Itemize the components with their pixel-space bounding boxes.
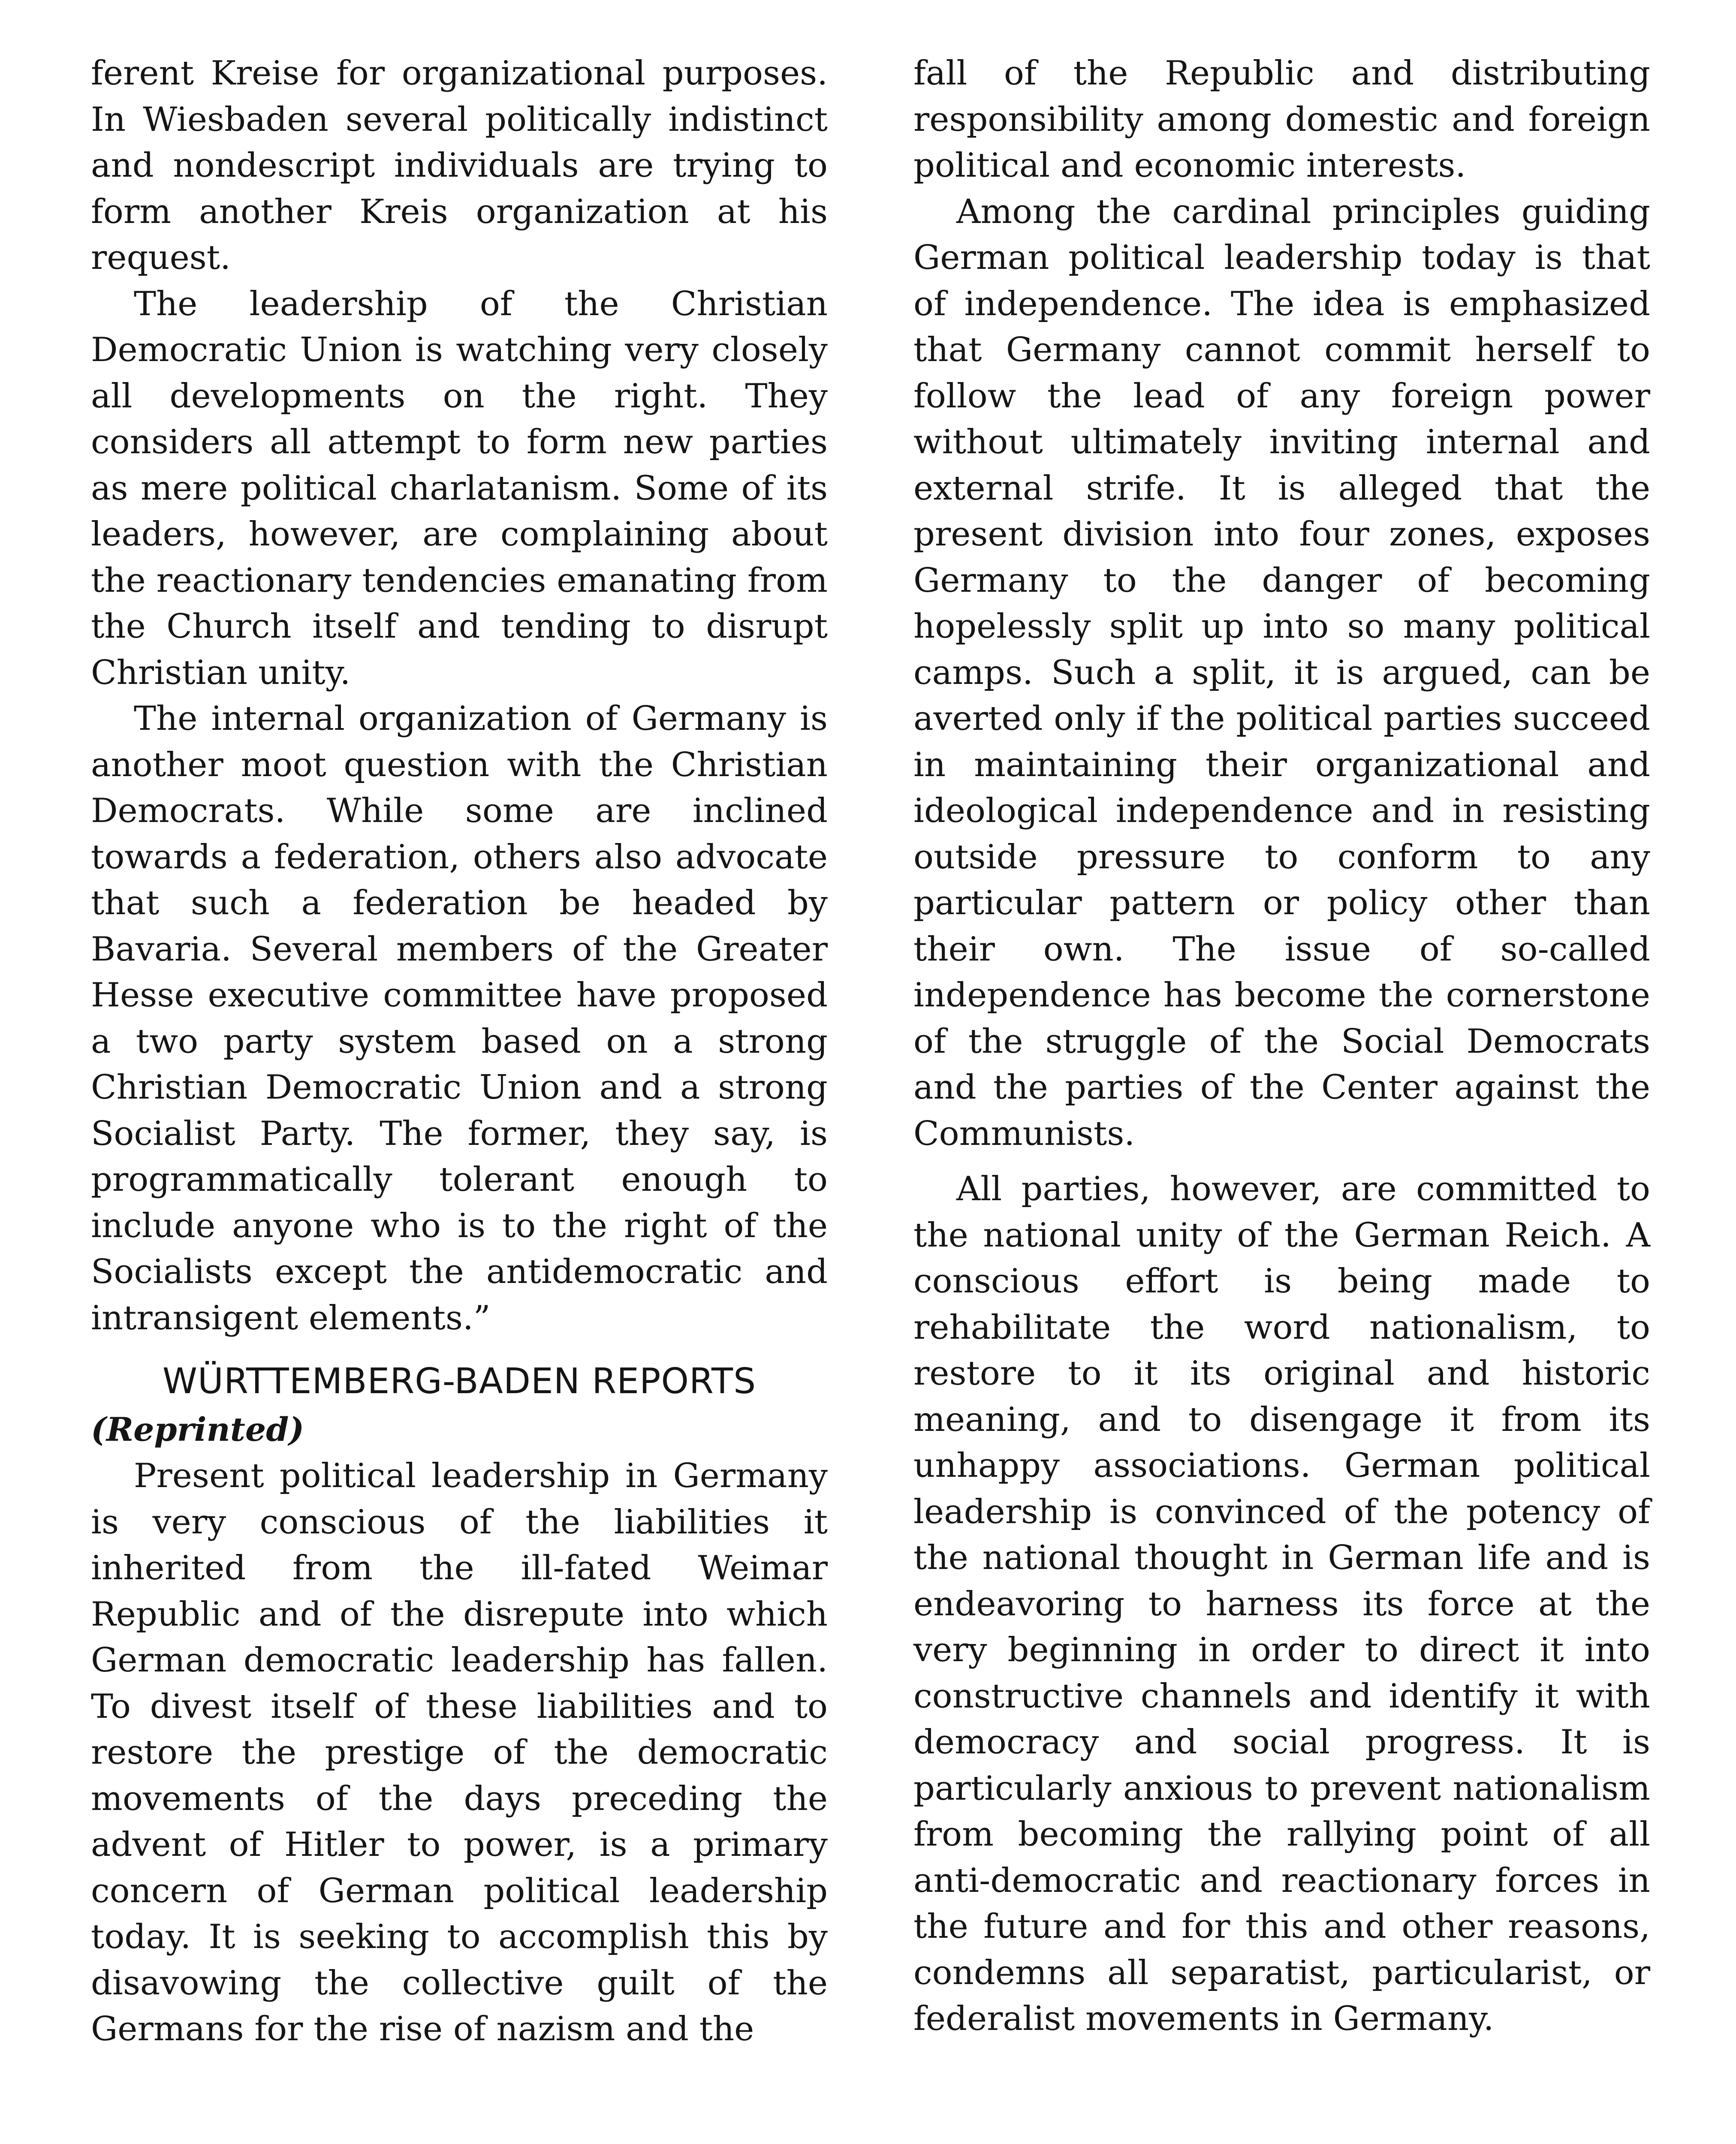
present-leadership-paragraph: Present political leadership in Germany is very conscious of the liabilities it inherited from the ill-fated Weimar Republic and of the disrepute into which German democratic leadership has fallen. To divest itself of these liabilities and to restore the prestige of the democratic movements of the days preceding the advent of Hitler to power, is a primary concern of German political leadership today. It is seeking to accomplish this by disavowing the collective guilt of the Germans for the rise of nazism and the	[91, 1457, 828, 2048]
continued-paragraph: ferent Kreise for organizational purposes. In Wiesbaden several politically indistinct and nondescript individuals are trying to form another Kreis organization at his request.	[91, 54, 828, 277]
section-heading: WÜRTTEMBERG-BADEN REPORTS	[162, 1361, 756, 1402]
continued-paragraph-right: fall of the Republic and distributing responsibility among domestic and foreign political and economic interests.	[913, 54, 1650, 185]
reprinted-label: (Reprinted)	[91, 1410, 304, 1448]
cardinal-principles-paragraph: Among the cardinal principles guiding German political leadership today is that of independence. The idea is emphasized that Germany cannot commit herself to follow the lead of any foreign power without ultimately inviting internal and external strife. It is alleged that the present division into four zones, exposes Germany to the danger of becoming hopelessly split up into so many political camps. Such a split, it is argued, can be averted only if the political parties succeed in maintaining their organizational and ideological independence and in resisting outside pressure to conform to any particular pattern or policy other than their own. The issue of so-called independence has become the cornerstone of the struggle of the Social Democrats and the parties of the Center against the Communists.	[913, 192, 1650, 1153]
national-unity-paragraph: All parties, however, are committed to the national unity of the German Reich. A conscious effort is being made to rehabilitate the word nationalism, to restore to it its original and historic meaning, and to disengage it from its unhappy associations. German political leadership is convinced of the potency of the national thought in German life and is endeavoring to harness its force at the very beginning in order to direct it into constructive channels and identify it with democracy and social progress. It is particularly anxious to prevent nationalism from becoming the rallying point of all anti-democratic and reactionary forces in the future and for this and other reasons, condemns all separatist, particularist, or federalist movements in Germany.	[913, 1170, 1650, 2038]
right-column	[913, 51, 1650, 2042]
internal-organization-paragraph: The internal organization of Germany is another moot question with the Christian Democrats. While some are inclined towards a federation, others also advocate that such a federation be headed by Bavaria. Several members of the Greater Hesse executive committee have proposed a two party system based on a strong Christian Democratic Union and a strong Socialist Party. The former, they say, is programmatically tolerant enough to include anyone who is to the right of the Socialists except the antidemocratic and intransigent elements.”	[91, 699, 828, 1337]
cdu-leadership-paragraph: The leadership of the Christian Democratic Union is watching very closely all developments on the right. They considers all attempt to form new parties as mere political charlatanism. Some of its leaders, however, are complaining about the reactionary tendencies emanating from the Church itself and tending to disrupt Christian unity.	[91, 284, 828, 692]
left-column	[91, 51, 828, 2053]
